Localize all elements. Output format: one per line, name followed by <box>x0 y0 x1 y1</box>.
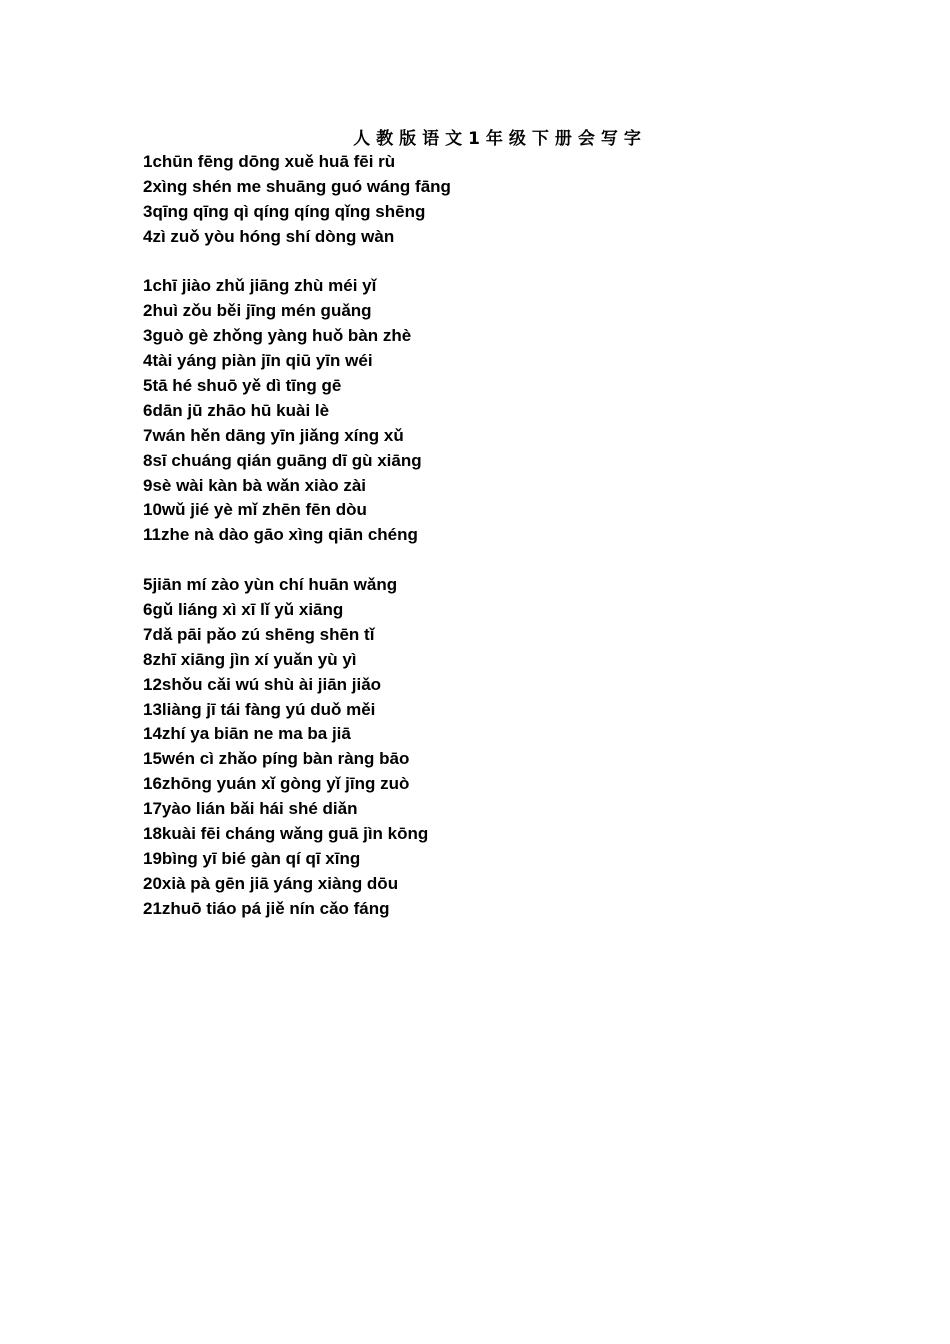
pinyin-line: 5jiān mí zào yùn chí huān wǎng <box>143 575 398 595</box>
pinyin-line: 11zhe nà dào gāo xìng qiān chéng <box>143 525 418 545</box>
pinyin-line: 4zì zuǒ yòu hóng shí dòng wàn <box>143 226 395 246</box>
pinyin-line: 21zhuō tiáo pá jiě nín cǎo fáng <box>143 898 390 918</box>
group-2 <box>143 274 843 548</box>
group-spacer <box>143 548 843 573</box>
pinyin-line: 20xià pà gēn jiā yáng xiàng dōu <box>143 873 399 893</box>
pinyin-line: 15wén cì zhǎo píng bàn ràng bāo <box>143 749 410 769</box>
pinyin-line: 2xìng shén me shuāng guó wáng fāng <box>143 176 451 196</box>
pinyin-line: 7wán hěn dāng yīn jiǎng xíng xǔ <box>143 425 404 445</box>
pinyin-list <box>143 150 843 922</box>
pinyin-line: 5tā hé shuō yě dì tīng gē <box>143 376 342 396</box>
pinyin-line: 1chūn fēng dōng xuě huā fēi rù <box>143 152 396 171</box>
pinyin-line: 10wǔ jié yè mǐ zhēn fēn dòu <box>143 500 367 520</box>
pinyin-line: 19bìng yī bié gàn qí qī xīng <box>143 848 361 868</box>
pinyin-line: 6gǔ liáng xì xī lǐ yǔ xiāng <box>143 600 344 620</box>
pinyin-line: 16zhōng yuán xǐ gòng yǐ jīng zuò <box>143 774 410 794</box>
pinyin-line: 9sè wài kàn bà wǎn xiào zài <box>143 475 366 495</box>
document-title: 人教版语文1年级下册会写字 <box>353 129 647 149</box>
pinyin-line: 3qīng qīng qì qíng qíng qǐng shēng <box>143 201 426 221</box>
pinyin-line: 1chī jiào zhǔ jiāng zhù méi yǐ <box>143 276 377 296</box>
pinyin-line: 4tài yáng piàn jīn qiū yīn wéi <box>143 351 373 371</box>
pinyin-line: 17yào lián bǎi hái shé diǎn <box>143 799 358 819</box>
group-3 <box>143 573 843 921</box>
pinyin-line: 3guò gè zhǒng yàng huǒ bàn zhè <box>143 326 412 346</box>
pinyin-line: 8sī chuáng qián guāng dī gù xiāng <box>143 450 422 470</box>
pinyin-line: 12shǒu cǎi wú shù ài jiān jiǎo <box>143 674 382 694</box>
pinyin-line: 14zhí ya biān ne ma ba jiā <box>143 724 351 744</box>
pinyin-line: 18kuài fēi cháng wǎng guā jìn kōng <box>143 824 429 844</box>
pinyin-line: 8zhī xiāng jìn xí yuǎn yù yì <box>143 649 357 669</box>
pinyin-line: 13liàng jī tái fàng yú duǒ měi <box>143 699 376 719</box>
group-spacer <box>143 250 843 275</box>
pinyin-line: 6dān jū zhāo hū kuài lè <box>143 400 330 420</box>
group-1 <box>143 150 843 250</box>
pinyin-line: 2huì zǒu běi jīng mén guǎng <box>143 301 372 321</box>
pinyin-line: 7dǎ pāi pǎo zú shēng shēn tǐ <box>143 624 375 644</box>
